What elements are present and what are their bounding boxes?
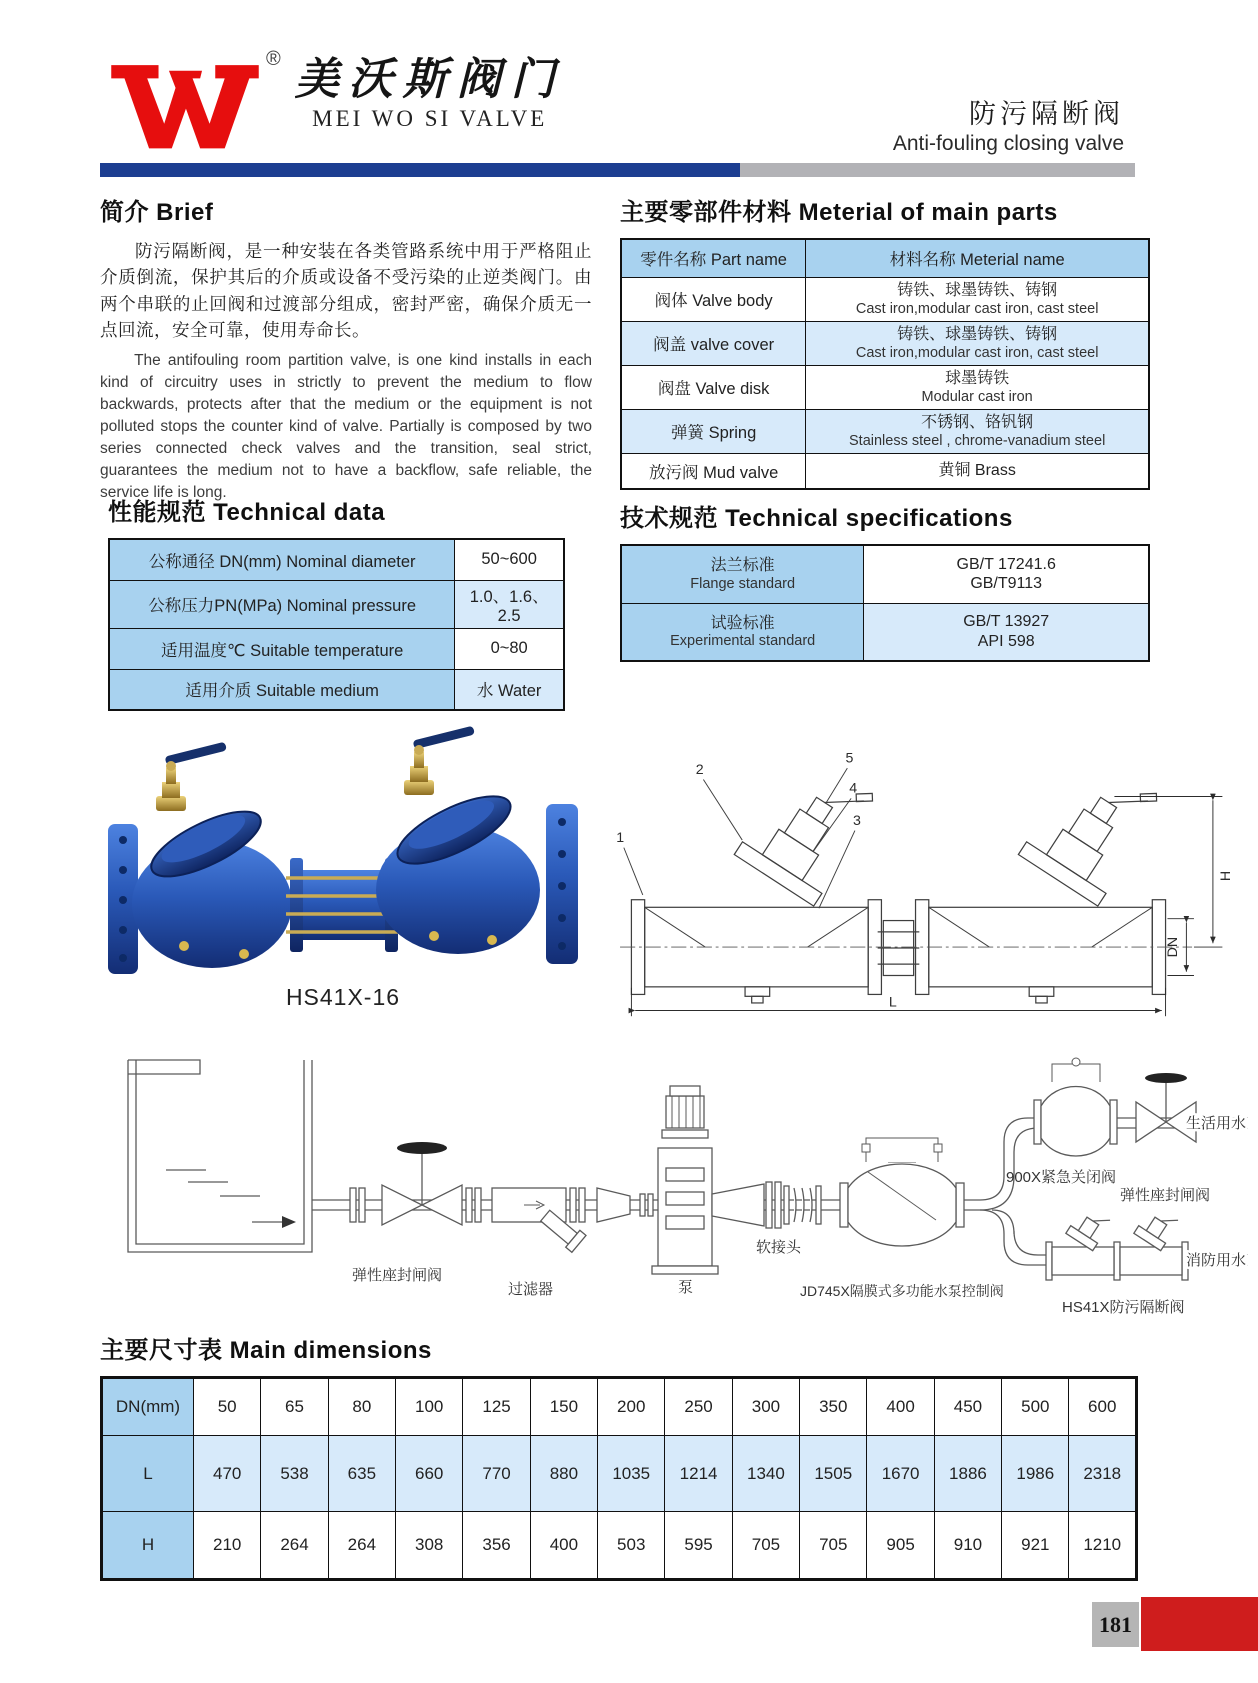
valve-photo-left-body	[132, 799, 292, 968]
standard-label: 试验标准 Experimental standard	[621, 603, 864, 661]
technical-data-heading: 性能规范 Technical data	[108, 499, 386, 526]
dims-l-cell: 2318	[1069, 1436, 1137, 1512]
spec-value: 1.0、1.6、2.5	[455, 580, 564, 628]
part-material: 铸铁、球墨铸铁、铸钢 Cast iron,modular cast iron, cast steel	[806, 321, 1149, 365]
spec-label: 公称压力PN(MPa) Nominal pressure	[109, 580, 455, 628]
dim-l	[631, 988, 1165, 1016]
label-hs41x-valve: HS41X防污隔断阀	[1062, 1299, 1185, 1316]
label-strainer: 过滤器	[508, 1281, 554, 1298]
branch-elbows	[980, 1118, 1038, 1265]
valve-photo-right-body	[376, 783, 540, 954]
technical-data-row	[109, 669, 564, 710]
parts-row	[621, 409, 1149, 453]
installation-diagram	[100, 1020, 1255, 1325]
pump	[652, 1086, 718, 1274]
parts-section	[620, 192, 1150, 490]
valve-photo-right-flange	[546, 804, 578, 964]
dims-l-cell: 880	[530, 1436, 597, 1512]
standard-label: 法兰标准 Flange standard	[621, 545, 864, 603]
product-photo	[104, 726, 582, 980]
spec-label: 适用介质 Suitable medium	[109, 669, 455, 710]
part-name: 弹簧 Spring	[621, 409, 806, 453]
part-name: 放污阀 Mud valve	[621, 453, 806, 489]
dims-l-cell: 1886	[934, 1436, 1001, 1512]
dims-h-cell: 1210	[1069, 1512, 1137, 1580]
dims-l-cell: 770	[463, 1436, 530, 1512]
product-title-cn: 防污隔断阀	[969, 99, 1124, 129]
registered-mark: ®	[266, 48, 281, 70]
reducer	[597, 1188, 630, 1222]
dimensions-l-row	[102, 1436, 1137, 1512]
technical-specs-table	[620, 544, 1150, 662]
technical-data-row	[109, 628, 564, 669]
dimensions-h-row	[102, 1512, 1137, 1580]
label-pump-control-valve: JD745X隔膜式多功能水泵控制阀	[800, 1283, 1004, 1299]
dims-h-cell: 905	[867, 1512, 934, 1580]
product-title-en: Anti-fouling closing valve	[892, 132, 1124, 155]
dims-row-label: L	[102, 1436, 194, 1512]
dimensions-dn-row	[102, 1378, 1137, 1436]
parts-heading: 主要零部件材料 Meterial of main parts	[620, 199, 1058, 226]
dims-dn-cell: 300	[732, 1378, 799, 1436]
technical-specs-row	[621, 545, 1149, 603]
dims-h-cell: 210	[194, 1512, 261, 1580]
brief-paragraph-en: The antifouling room partition valve, is one kind installs in each kind of circuitry uses in strictly to prevent the medium to flow backwards, protects after that the medium or the equipment is not polluted stops the counter kind of valve. Partially is composed by two series connected check valves and the transition, seal strict, guarantees the medium not to have a backflow, safe reliable, the service life is long.	[100, 352, 592, 501]
callout-1: 1	[616, 829, 625, 846]
divider-gray-bar	[740, 163, 1135, 177]
dims-l-cell: 1214	[665, 1436, 732, 1512]
dims-l-cell: 538	[261, 1436, 328, 1512]
footer-red-block	[1141, 1597, 1258, 1651]
dims-dn-cell: 100	[396, 1378, 463, 1436]
drawing-callouts	[624, 768, 858, 908]
parts-row	[621, 453, 1149, 489]
dims-dn-cell: 150	[530, 1378, 597, 1436]
part-material: 铸铁、球墨铸铁、铸钢 Cast iron,modular cast iron, cast steel	[806, 277, 1149, 321]
dims-l-cell: 635	[328, 1436, 395, 1512]
valve-section-right	[916, 749, 1167, 1003]
flexible-joint	[784, 1186, 821, 1224]
spec-value: 水 Water	[455, 669, 564, 710]
dims-l-cell: 1340	[732, 1436, 799, 1512]
dim-dn-label: DN	[1164, 936, 1181, 958]
dims-dn-cell: 250	[665, 1378, 732, 1436]
dims-row-label: DN(mm)	[102, 1378, 194, 1436]
label-gate-valve: 弹性座封闸阀	[352, 1267, 443, 1284]
company-logo	[106, 50, 565, 154]
dims-h-cell: 264	[261, 1512, 328, 1580]
page-number: 181	[1092, 1602, 1139, 1647]
spec-value: 0~80	[455, 628, 564, 669]
label-gate-valve-2: 弹性座封闸阀	[1120, 1187, 1211, 1204]
callout-5: 5	[845, 750, 854, 767]
parts-table	[620, 238, 1150, 490]
dims-h-cell: 595	[665, 1512, 732, 1580]
label-flex-joint: 软接头	[756, 1239, 802, 1256]
callout-4: 4	[849, 780, 858, 797]
dims-dn-cell: 125	[463, 1378, 530, 1436]
callout-3: 3	[853, 812, 861, 829]
dims-l-cell: 1986	[1002, 1436, 1069, 1512]
dims-l-cell: 660	[396, 1436, 463, 1512]
spec-label: 公称通径 DN(mm) Nominal diameter	[109, 539, 455, 580]
part-material: 不锈钢、铬钒钢 Stainless steel , chrome-vanadium steel	[806, 409, 1149, 453]
company-name-en: MEI WO SI VALVE	[312, 106, 548, 132]
technical-data-row	[109, 539, 564, 580]
header-divider	[100, 163, 1135, 177]
technical-specs-section	[620, 498, 1150, 662]
discharge-cone	[712, 1184, 764, 1226]
dim-l-label: L	[888, 994, 897, 1011]
dims-h-cell: 910	[934, 1512, 1001, 1580]
dims-h-cell: 921	[1002, 1512, 1069, 1580]
parts-row	[621, 321, 1149, 365]
label-emergency-valve: 900X紧急关闭阀	[1006, 1169, 1117, 1186]
dims-h-cell: 356	[463, 1512, 530, 1580]
parts-row	[621, 365, 1149, 409]
technical-specs-heading: 技术规范 Technical specifications	[620, 505, 1013, 532]
parts-col-material: 材料名称 Meterial name	[806, 239, 1149, 277]
dims-dn-cell: 500	[1002, 1378, 1069, 1436]
divider-blue-bar	[100, 163, 740, 177]
hs41x-valve-symbol	[1046, 1204, 1188, 1280]
company-name-cn: 美沃斯阀门	[294, 54, 565, 105]
dims-row-label: H	[102, 1512, 194, 1580]
brief-section	[100, 192, 592, 504]
dims-dn-cell: 80	[328, 1378, 395, 1436]
dims-h-cell: 308	[396, 1512, 463, 1580]
dim-h	[1114, 796, 1222, 947]
parts-row	[621, 277, 1149, 321]
company-names	[295, 56, 565, 132]
dims-h-cell: 705	[800, 1512, 867, 1580]
dims-l-cell: 1505	[800, 1436, 867, 1512]
valve-section-left	[631, 749, 882, 1003]
dims-h-cell: 705	[732, 1512, 799, 1580]
model-caption: HS41X-16	[285, 984, 401, 1010]
dims-dn-cell: 50	[194, 1378, 261, 1436]
callout-2: 2	[695, 761, 704, 778]
label-domestic-water: 生活用水	[1186, 1115, 1247, 1132]
dimensions-heading: 主要尺寸表 Main dimensions	[100, 1337, 432, 1364]
ball-valve-left	[156, 742, 227, 811]
part-material: 黄铜 Brass	[806, 453, 1149, 489]
dims-dn-cell: 200	[598, 1378, 665, 1436]
logo-w-icon	[106, 50, 264, 154]
brief-heading: 简介 Brief	[100, 199, 214, 226]
dims-dn-cell: 600	[1069, 1378, 1137, 1436]
dims-h-cell: 503	[598, 1512, 665, 1580]
label-fire-water: 消防用水	[1186, 1252, 1247, 1269]
flange-pair	[350, 1188, 365, 1222]
dims-l-cell: 1035	[598, 1436, 665, 1512]
dims-dn-cell: 400	[867, 1378, 934, 1436]
dims-h-cell: 264	[328, 1512, 395, 1580]
strainer	[492, 1188, 586, 1252]
part-name: 阀盘 Valve disk	[621, 365, 806, 409]
spool-piece	[878, 921, 920, 976]
standard-value: GB/T 17241.6 GB/T9113	[864, 545, 1149, 603]
label-pump: 泵	[678, 1279, 694, 1296]
product-title	[893, 92, 1124, 156]
water-tank	[128, 1060, 312, 1252]
spec-value: 50~600	[455, 539, 564, 580]
dimensions-section	[100, 1330, 1145, 1581]
technical-data-row	[109, 580, 564, 628]
dims-l-cell: 1670	[867, 1436, 934, 1512]
technical-data-table	[108, 538, 565, 711]
brief-paragraph-cn: 防污隔断阀，是一种安装在各类管路系统中用于严格阻止介质倒流，保护其后的介质或设备不受污染的止逆类阀门。由两个串联的止回阀和过渡部分组成，密封严密，确保介质无一点回流，安全可靠，使用寿命长。	[100, 241, 592, 340]
pump-control-valve	[840, 1138, 964, 1246]
spec-label: 适用温度℃ Suitable temperature	[109, 628, 455, 669]
dims-h-cell: 400	[530, 1512, 597, 1580]
gate-valve	[382, 1142, 481, 1225]
dims-l-cell: 470	[194, 1436, 261, 1512]
technical-data-section	[108, 492, 566, 711]
dims-dn-cell: 350	[800, 1378, 867, 1436]
dim-h-label: H	[1217, 870, 1234, 882]
ball-valve-right	[404, 726, 475, 795]
dims-dn-cell: 450	[934, 1378, 1001, 1436]
standard-value: GB/T 13927 API 598	[864, 603, 1149, 661]
technical-specs-row	[621, 603, 1149, 661]
technical-drawing	[595, 698, 1255, 1020]
dimensions-table	[100, 1376, 1138, 1581]
parts-header-row	[621, 239, 1149, 277]
parts-col-part: 零件名称 Part name	[621, 239, 806, 277]
part-material: 球墨铸铁 Modular cast iron	[806, 365, 1149, 409]
emergency-valve	[1034, 1058, 1117, 1156]
part-name: 阀盖 valve cover	[621, 321, 806, 365]
dims-dn-cell: 65	[261, 1378, 328, 1436]
part-name: 阀体 Valve body	[621, 277, 806, 321]
